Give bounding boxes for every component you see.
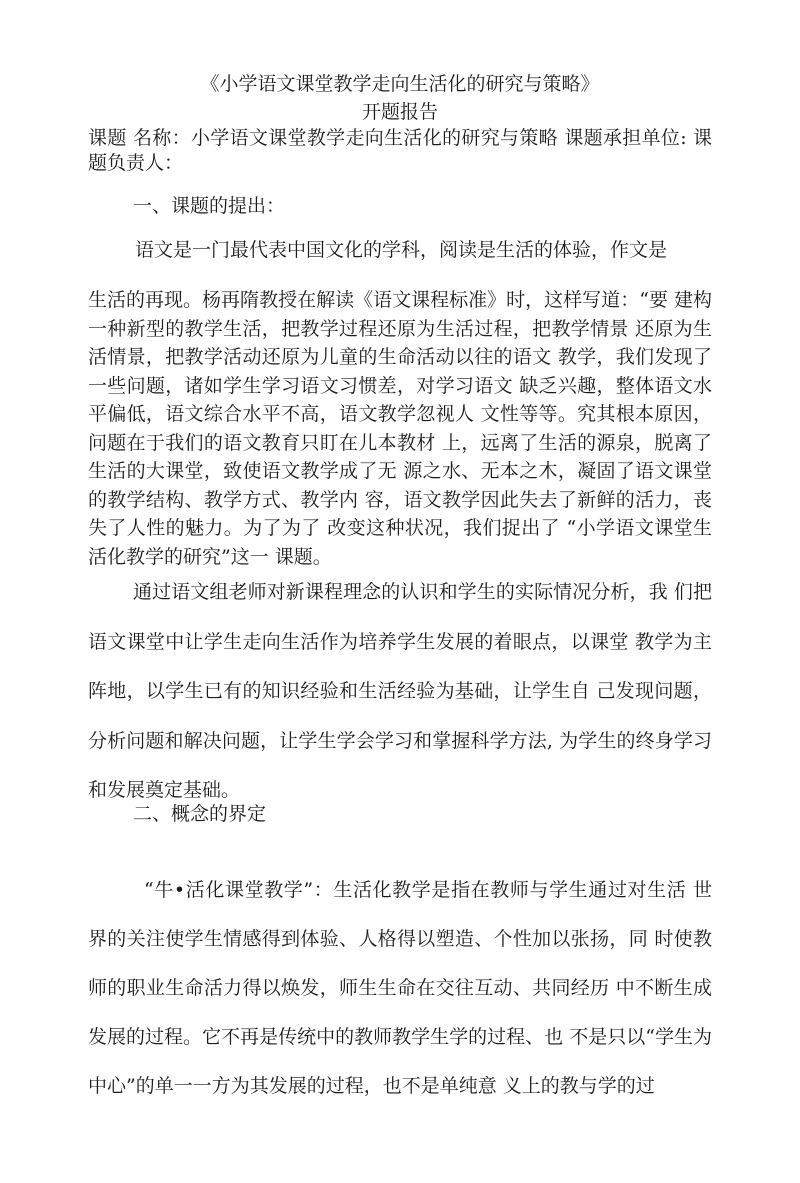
- section-heading-1: 一、课题的提出：: [133, 195, 286, 217]
- document-subtitle: 开题报告: [361, 101, 438, 123]
- section-heading-2: 二、概念的界定: [133, 803, 267, 825]
- project-meta: 课题 名称：小学语文课堂教学走向生活化的研究与策略 课题承担单位: 课题负责人：: [88, 127, 712, 174]
- paragraph-3: “牛•活化课堂教学”：生活化教学是指在教师与学生通过对生活 世界的关注使学生情感得到体验、人格得以塑造、个性加以张扬，同 时使教师的职业生命活力得以焕发，师生生命在交往互动、共同经历 中不断生成发展的过程。它不再是传统中的教师教学生学的过程、也 不是只以“学生为中心”的单一一方为其发展的过程，也不是单纯意 义上的教与学的过: [88, 879, 712, 1097]
- document-title: 《小学语文课堂教学走向生活化的研究与策略》: [200, 73, 600, 95]
- paragraph-1-first-line: 语文是一门最代表中国文化的学科，阅读是生活的体验，作文是: [135, 239, 668, 261]
- paragraph-2: 通过语文组老师对新课程理念的认识和学生的实际情况分析，我 们把语文课堂中让学生走向生活作为培养学生发展的着眼点，以课堂 教学为主阵地，以学生已有的知识经验和生活经验为基础，让学生自 己发现问题，分析问题和解决问题，让学生学会学习和掌握科学方法, 为学生的终身学习和发展奠定基础。: [88, 581, 712, 801]
- paragraph-1-body: 生活的再现。杨再隋教授在解读《语文课程标准》时，这样写道：“要 建构一种新型的教学生活，把教学过程还原为生活过程，把教学情景 还原为生活情景，把教学活动还原为儿童的生命活动以往的语文 教学，我们发现了一些问题，诸如学生学习语文习惯差，对学习语文 缺乏兴趣，整体语文水平偏低，语文综合水平不高，语文教学忽视人 文性等等。究其根本原因，问题在于我们的语文教育只盯在儿本教材 上，远离了生活的源泉，脱离了生活的大课堂，致使语文教学成了无 源之水、无本之木，凝固了语文课堂的教学结构、教学方式、教学内 容，语文教学因此失去了新鲜的活力，丧失了人性的魅力。为了为了 改变这种状况，我们捉出了 “小学语文课堂生活化教学的研究”这一 课题。: [88, 289, 712, 568]
